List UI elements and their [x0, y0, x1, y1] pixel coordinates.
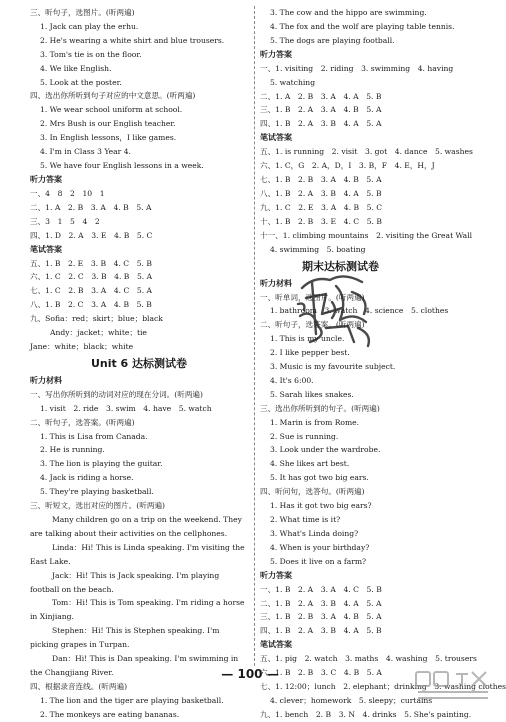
text-line: 5. Look at the poster.: [40, 77, 122, 87]
text-line: 四、1. B 2. A 3. B 4. A 5. B: [260, 626, 382, 636]
text-line: 1. Has it got two big ears?: [270, 501, 372, 511]
paragraph: Linda：Hi! This is Linda speaking. I'm visiting the East Lake.: [30, 542, 245, 566]
text-line: 六、1. C 2. C 3. B 4. B 5. A: [30, 272, 153, 282]
text-line: 5. It has got two big ears.: [270, 473, 369, 483]
text-line: 5. The dogs are playing football.: [270, 35, 395, 45]
text-line: 4. Jack is riding a horse.: [40, 473, 134, 483]
text-line: 5. They're playing basketball.: [40, 487, 154, 497]
section-heading: 听力答案: [260, 570, 292, 580]
text-line: 三、1. B 2. A 3. A 4. B 5. A: [260, 105, 382, 115]
section-heading: 听力答案: [260, 49, 292, 59]
text-line: 4. swimming 5. boating: [270, 244, 366, 254]
text-line: 一、1. visiting 2. riding 3. swimming 4. having: [260, 63, 454, 73]
text-line: 5. Does it live on a farm?: [270, 556, 367, 566]
text-line: 四、根据录音连线。(听两遍): [30, 681, 128, 691]
text-line: 2. Mrs Bush is our English teacher.: [40, 119, 176, 129]
text-line: 2. The monkeys are eating bananas.: [40, 709, 180, 719]
text-line: Jane：white；black；white: [30, 341, 134, 351]
text-line: 七、1. 12:00；lunch 2. elephant；drinking 3. washing clothes: [260, 682, 506, 692]
text-line: 九、1. C 2. E 3. A 4. B 5. C: [260, 202, 383, 212]
paragraph: Dan：Hi! This is Dan speaking. I'm swimming in the Changjiang River.: [30, 654, 239, 677]
text-line: 一、写出你所听到的动词对应的现在分词。(听两遍): [30, 389, 203, 399]
text-line: 3. In English lessons，I like games.: [40, 133, 177, 143]
text-line: 二、听句子，选答案。(听两遍): [30, 417, 135, 427]
section-heading: 听力答案: [30, 174, 62, 184]
text-line: 十一、1. climbing mountains 2. visiting the Great Wall: [260, 230, 473, 240]
text-line: 3. Music is my favourite subject.: [270, 362, 396, 372]
text-line: 八、1. B 2. C 3. A 4. B 5. B: [30, 300, 152, 310]
text-line: 三、1. B 2. B 3. A 4. B 5. A: [260, 612, 382, 622]
unit-title: Unit 6 达标测试卷: [90, 356, 188, 370]
text-line: 4. It's 6:00.: [270, 375, 314, 385]
text-line: 二、1. A 2. B 3. A 4. B 5. A: [30, 202, 152, 212]
text-line: 六、1. C，G 2. A，D，I 3. B，F 4. E，H，J: [260, 161, 435, 171]
text-line: 1. This is Lisa from Canada.: [40, 431, 148, 441]
text-line: 3. Look under the wardrobe.: [270, 445, 381, 455]
text-line: 5. We have four English lessons in a week.: [40, 160, 204, 170]
text-line: 2. Sue is running.: [270, 431, 339, 441]
section-heading: 听力材料: [30, 375, 62, 385]
text-line: 四、听问句，选答句。(听两遍): [260, 487, 365, 497]
text-line: 四、1. B 2. A 3. B 4. A 5. A: [260, 119, 382, 129]
text-line: 二、1. A 2. B 3. A 4. A 5. B: [260, 91, 382, 101]
text-line: 4. When is your birthday?: [270, 542, 370, 552]
text-line: 2. He is running.: [40, 445, 105, 455]
text-line: 4. The fox and the wolf are playing table tennis.: [270, 21, 455, 31]
text-line: 二、1. B 2. A 3. B 4. A 5. A: [260, 598, 382, 608]
text-line: 4. She likes art best.: [270, 459, 350, 469]
text-line: 四、选出你所听到句子对应的中文意思。(听两遍): [30, 91, 196, 101]
text-line: 4. We like English.: [40, 63, 112, 73]
text-line: 2. He's wearing a white shirt and blue trousers.: [40, 35, 225, 45]
text-line: 三、听短文，选出对应的图片。(听两遍): [30, 501, 166, 511]
right-column: [260, 6, 506, 722]
paragraph: Many children go on a trip on the weekend. They are talking about their activities on the cellphones.: [30, 515, 242, 538]
text-line: 4. I'm in Class 3 Year 4.: [40, 147, 131, 157]
text-line: 1. bathroom 3. watch 4. science 5. clothes: [270, 306, 449, 316]
text-line: 十、1. B 2. B 3. E 4. C 5. B: [260, 216, 382, 226]
page-number: — 100 —: [221, 667, 279, 681]
text-line: 一、1. B 2. A 3. A 4. C 5. B: [260, 584, 382, 594]
section-heading: 笔试答案: [260, 133, 292, 143]
section-heading: 听力材料: [260, 278, 292, 288]
text-line: 1. This is my uncle.: [270, 334, 345, 344]
text-line: 三、选出你所听到的句子。(听两遍): [260, 403, 380, 413]
text-line: 1. We wear school uniform at school.: [40, 105, 183, 115]
paragraph: Jack：Hi! This is Jack speaking. I'm playing football on the beach.: [30, 570, 220, 594]
text-line: 5. Sarah likes snakes.: [270, 389, 354, 399]
text-line: 1. visit 2. ride 3. swim 4. have 5. watch: [40, 403, 212, 413]
text-line: 七、1. C 2. B 3. A 4. C 5. A: [30, 286, 153, 296]
text-line: 九、1. bench 2. B 3. N 4. drinks 5. She's painting.: [260, 709, 472, 719]
text-line: Andy：jacket；white；tie: [50, 328, 147, 338]
text-line: 3. What's Linda doing?: [270, 528, 359, 538]
section-heading: 笔试答案: [260, 640, 292, 650]
paragraph: Tom：Hi! This is Tom speaking. I'm riding a horse in Xinjiang.: [30, 598, 245, 622]
paragraph: Stephen：Hi! This is Stephen speaking. I'm picking grapes in Turpan.: [30, 626, 220, 650]
text-line: 二、听句子，选答案。(听两遍): [260, 320, 365, 330]
text-line: 八、1. B 2. A 3. B 4. A 5. B: [260, 188, 382, 198]
text-line: 五、1. is running 2. visit 3. got 4. dance 5. washes: [260, 147, 473, 157]
column-divider: [254, 6, 255, 666]
left-column: [30, 6, 248, 722]
text-line: 2. I like pepper best.: [270, 348, 350, 358]
text-line: 3. Tom's tie is on the floor.: [40, 49, 142, 59]
text-line: 4. clever；homework 5. sleepy；curtains: [270, 695, 433, 705]
text-line: 四、1. D 2. A 3. E 4. B 5. C: [30, 230, 153, 240]
text-line: 5. watching: [270, 77, 316, 87]
text-line: 1. Marin is from Rome.: [270, 417, 360, 427]
ink-stamp-icon: [292, 268, 378, 350]
text-line: 三、听句子，选图片。(听两遍): [30, 8, 135, 17]
text-line: 七、1. B 2. B 3. A 4. B 5. A: [260, 175, 382, 185]
text-line: 一、听单词，选图片。(听两遍): [260, 292, 365, 302]
text-line: 1. The lion and the tiger are playing basketball.: [40, 695, 224, 705]
text-line: 五、1. pig 2. watch 3. maths 4. washing 5. trousers: [260, 654, 477, 664]
text-line: 1. Jack can play the erhu.: [40, 21, 139, 31]
text-line: 五、1. B 2. E 3. B 4. C 5. B: [30, 258, 152, 268]
text-line: 3. The lion is playing the guitar.: [40, 459, 163, 469]
section-heading: 笔试答案: [30, 244, 62, 254]
test-title: 期末达标测试卷: [302, 259, 379, 273]
watermark-logo-icon: [412, 668, 494, 702]
text-line: 六、1. B 2. B 3. C 4. B 5. A: [260, 668, 382, 678]
text-line: 3. The cow and the hippo are swimming.: [270, 8, 427, 17]
text-line: 九、Sofia：red；skirt；blue；black: [30, 314, 163, 324]
text-line: 三、3 1 5 4 2: [30, 216, 100, 226]
text-line: 2. What time is it?: [270, 515, 341, 524]
text-line: 一、4 8 2 10 1: [30, 188, 105, 198]
